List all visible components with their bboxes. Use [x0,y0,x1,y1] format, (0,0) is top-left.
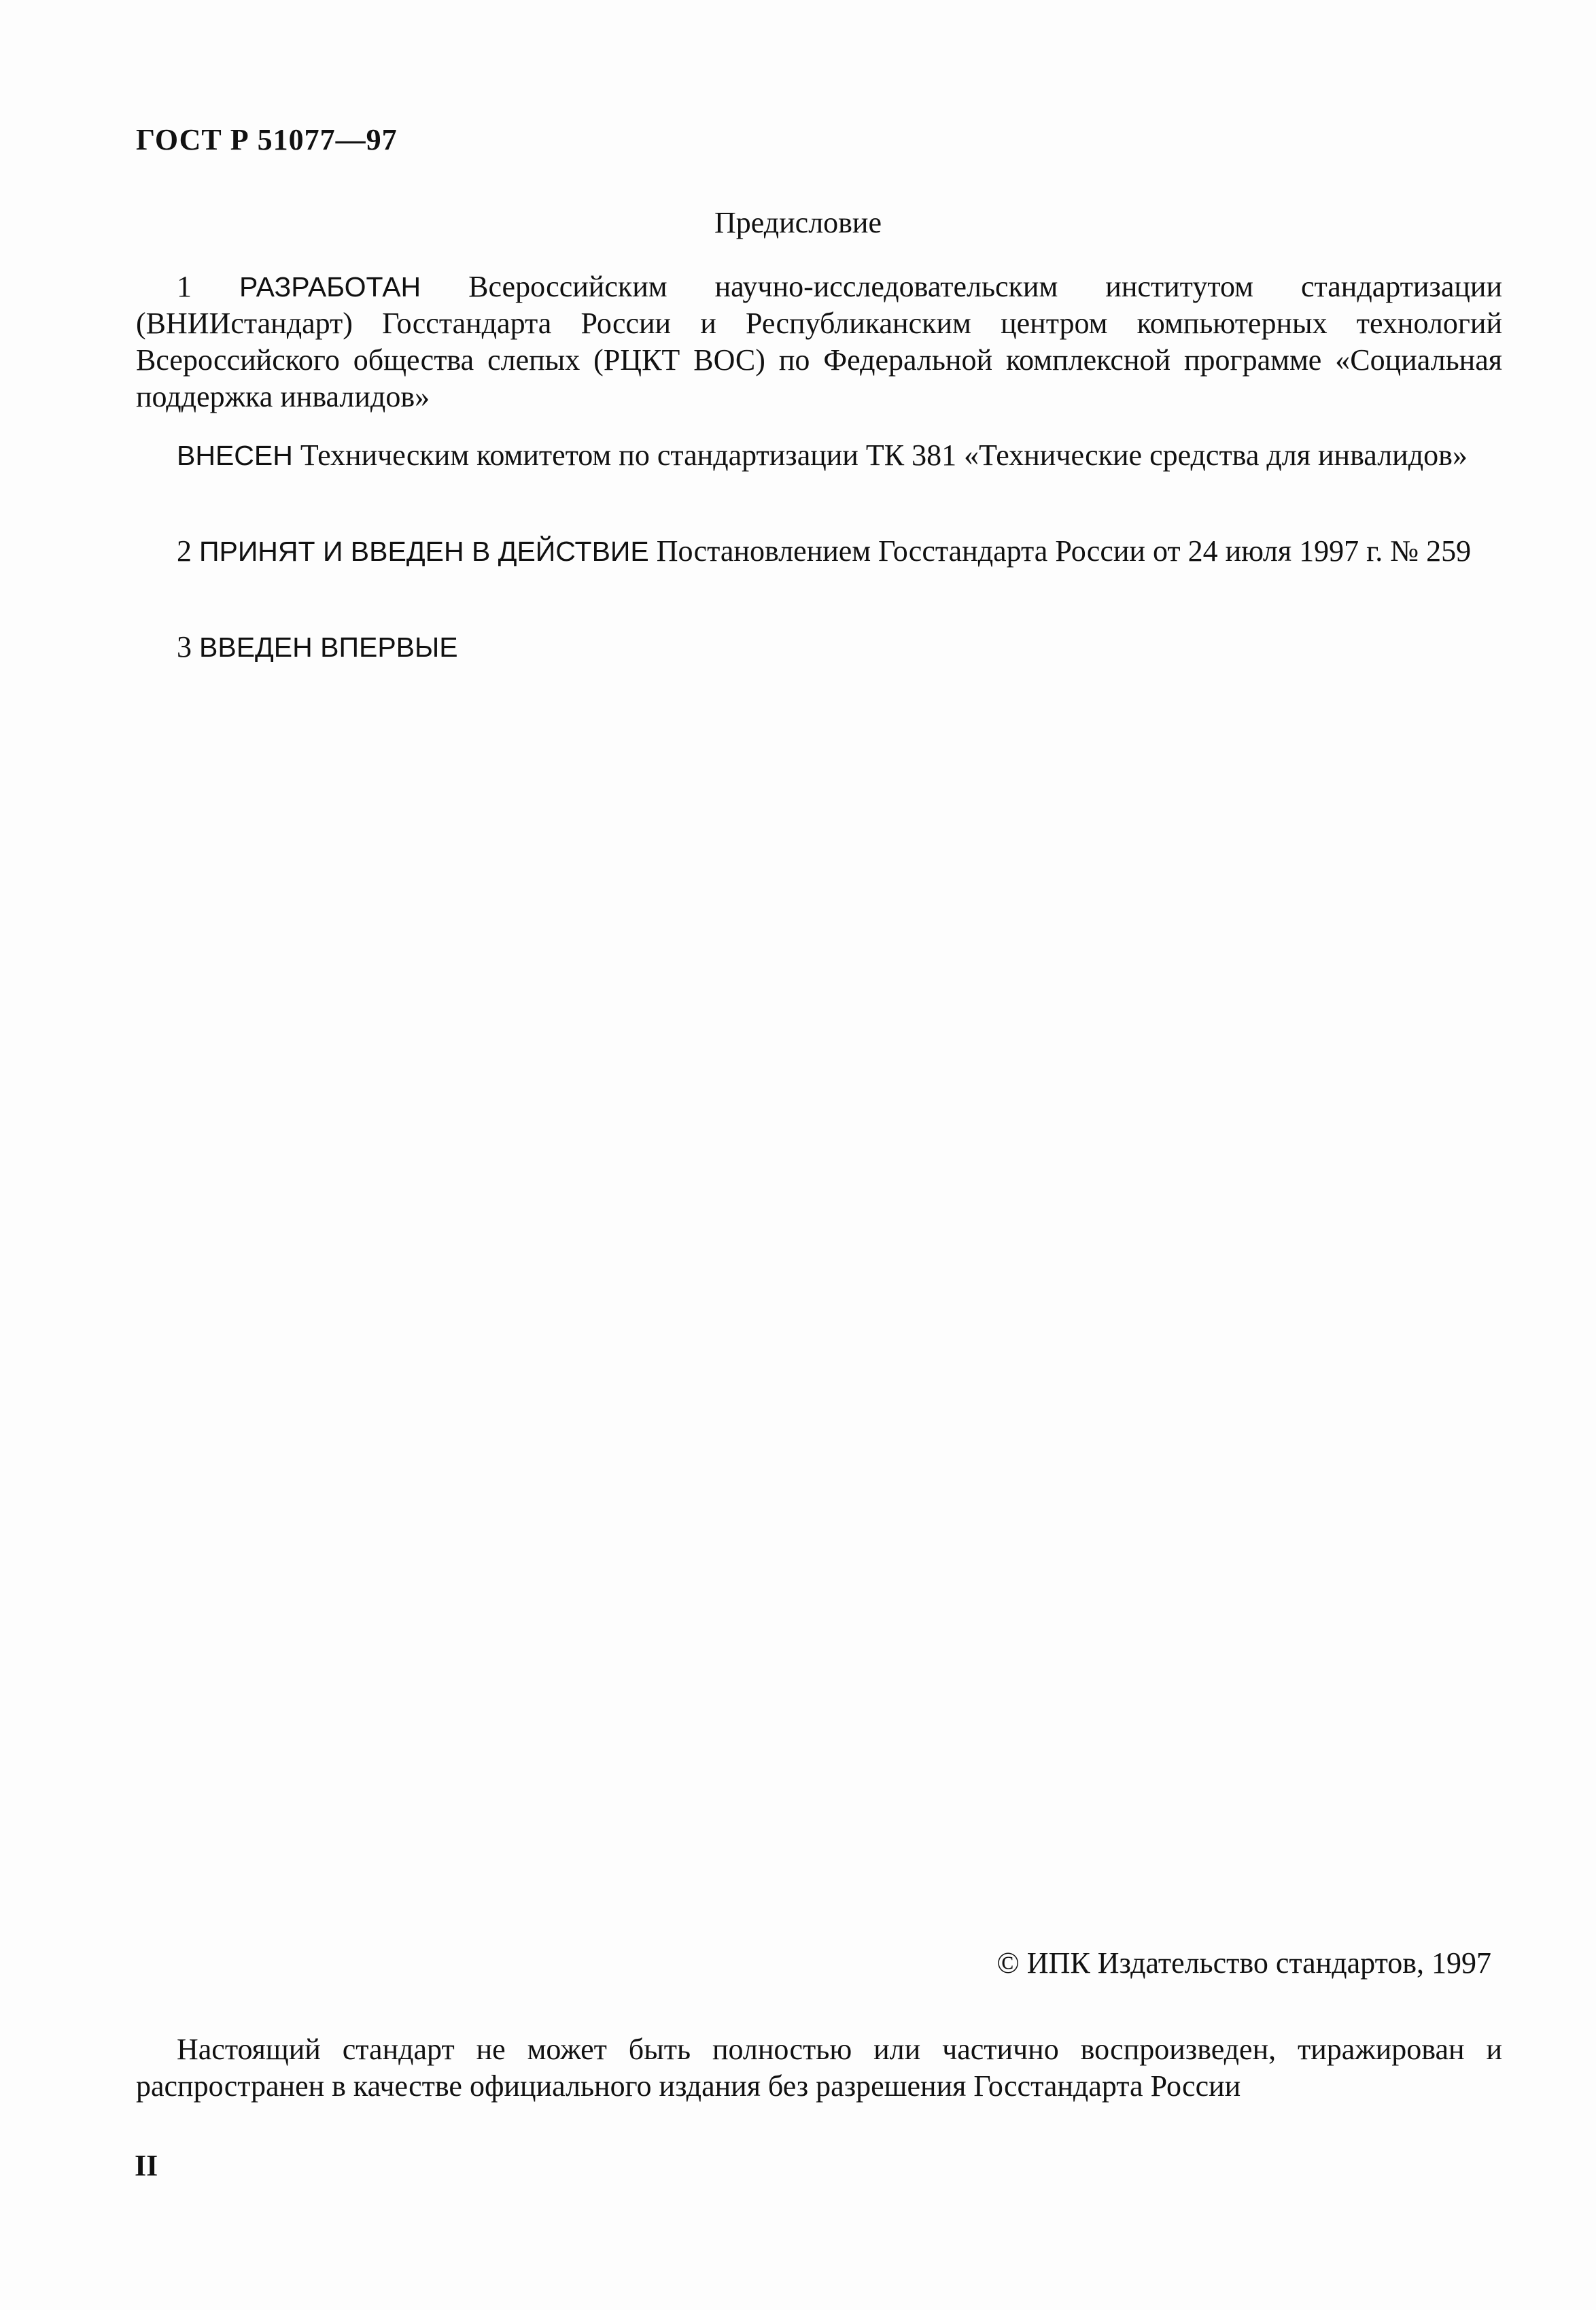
paragraph-developed [136,269,1502,415]
paragraph-keyword: ВНЕСЕН [177,440,293,471]
paragraph-submitted [136,437,1502,474]
section-title: Предисловие [714,206,882,239]
paragraph-first-introduced [136,629,1502,666]
paragraph-adopted [136,533,1502,570]
paragraph-number [136,438,177,472]
reproduction-notice [136,2031,1502,2105]
paragraph-keyword: ВВЕДЕН ВПЕРВЫЕ [199,632,458,663]
notice-text: Настоящий стандарт не может быть полностью или частично воспроизведен, тиражирован и распространен в качестве официального издания без разрешения Госстандарта России [136,2033,1502,2103]
paragraph-keyword: РАЗРАБОТАН [239,271,421,303]
paragraph-text: Всероссийским научно-исследовательским институтом стандартизации (ВНИИстандарт) Госстандарта России и Республиканским центром компьютерных технологий Всероссийского общества слепых (РЦКТ ВОС) по Федеральной комплексной программе «Социальная поддержка инвалидов» [136,270,1502,413]
page-number: II [135,2149,158,2182]
copyright-line: © ИПК Издательство стандартов, 1997 [996,1946,1491,1980]
paragraph-text: Техническим комитетом по стандартизации ТК 381 «Технические средства для инвалидов» [300,438,1468,472]
standard-code: ГОСТ Р 51077—97 [136,123,398,156]
paragraph-number: 3 [177,630,192,663]
paragraph-number: 1 [177,270,192,303]
paragraph-keyword: ПРИНЯТ И ВВЕДЕН В ДЕЙСТВИЕ [199,536,649,567]
paragraph-number: 2 [177,534,192,568]
paragraph-text: Постановлением Госстандарта России от 24 июля 1997 г. № 259 [656,534,1472,568]
